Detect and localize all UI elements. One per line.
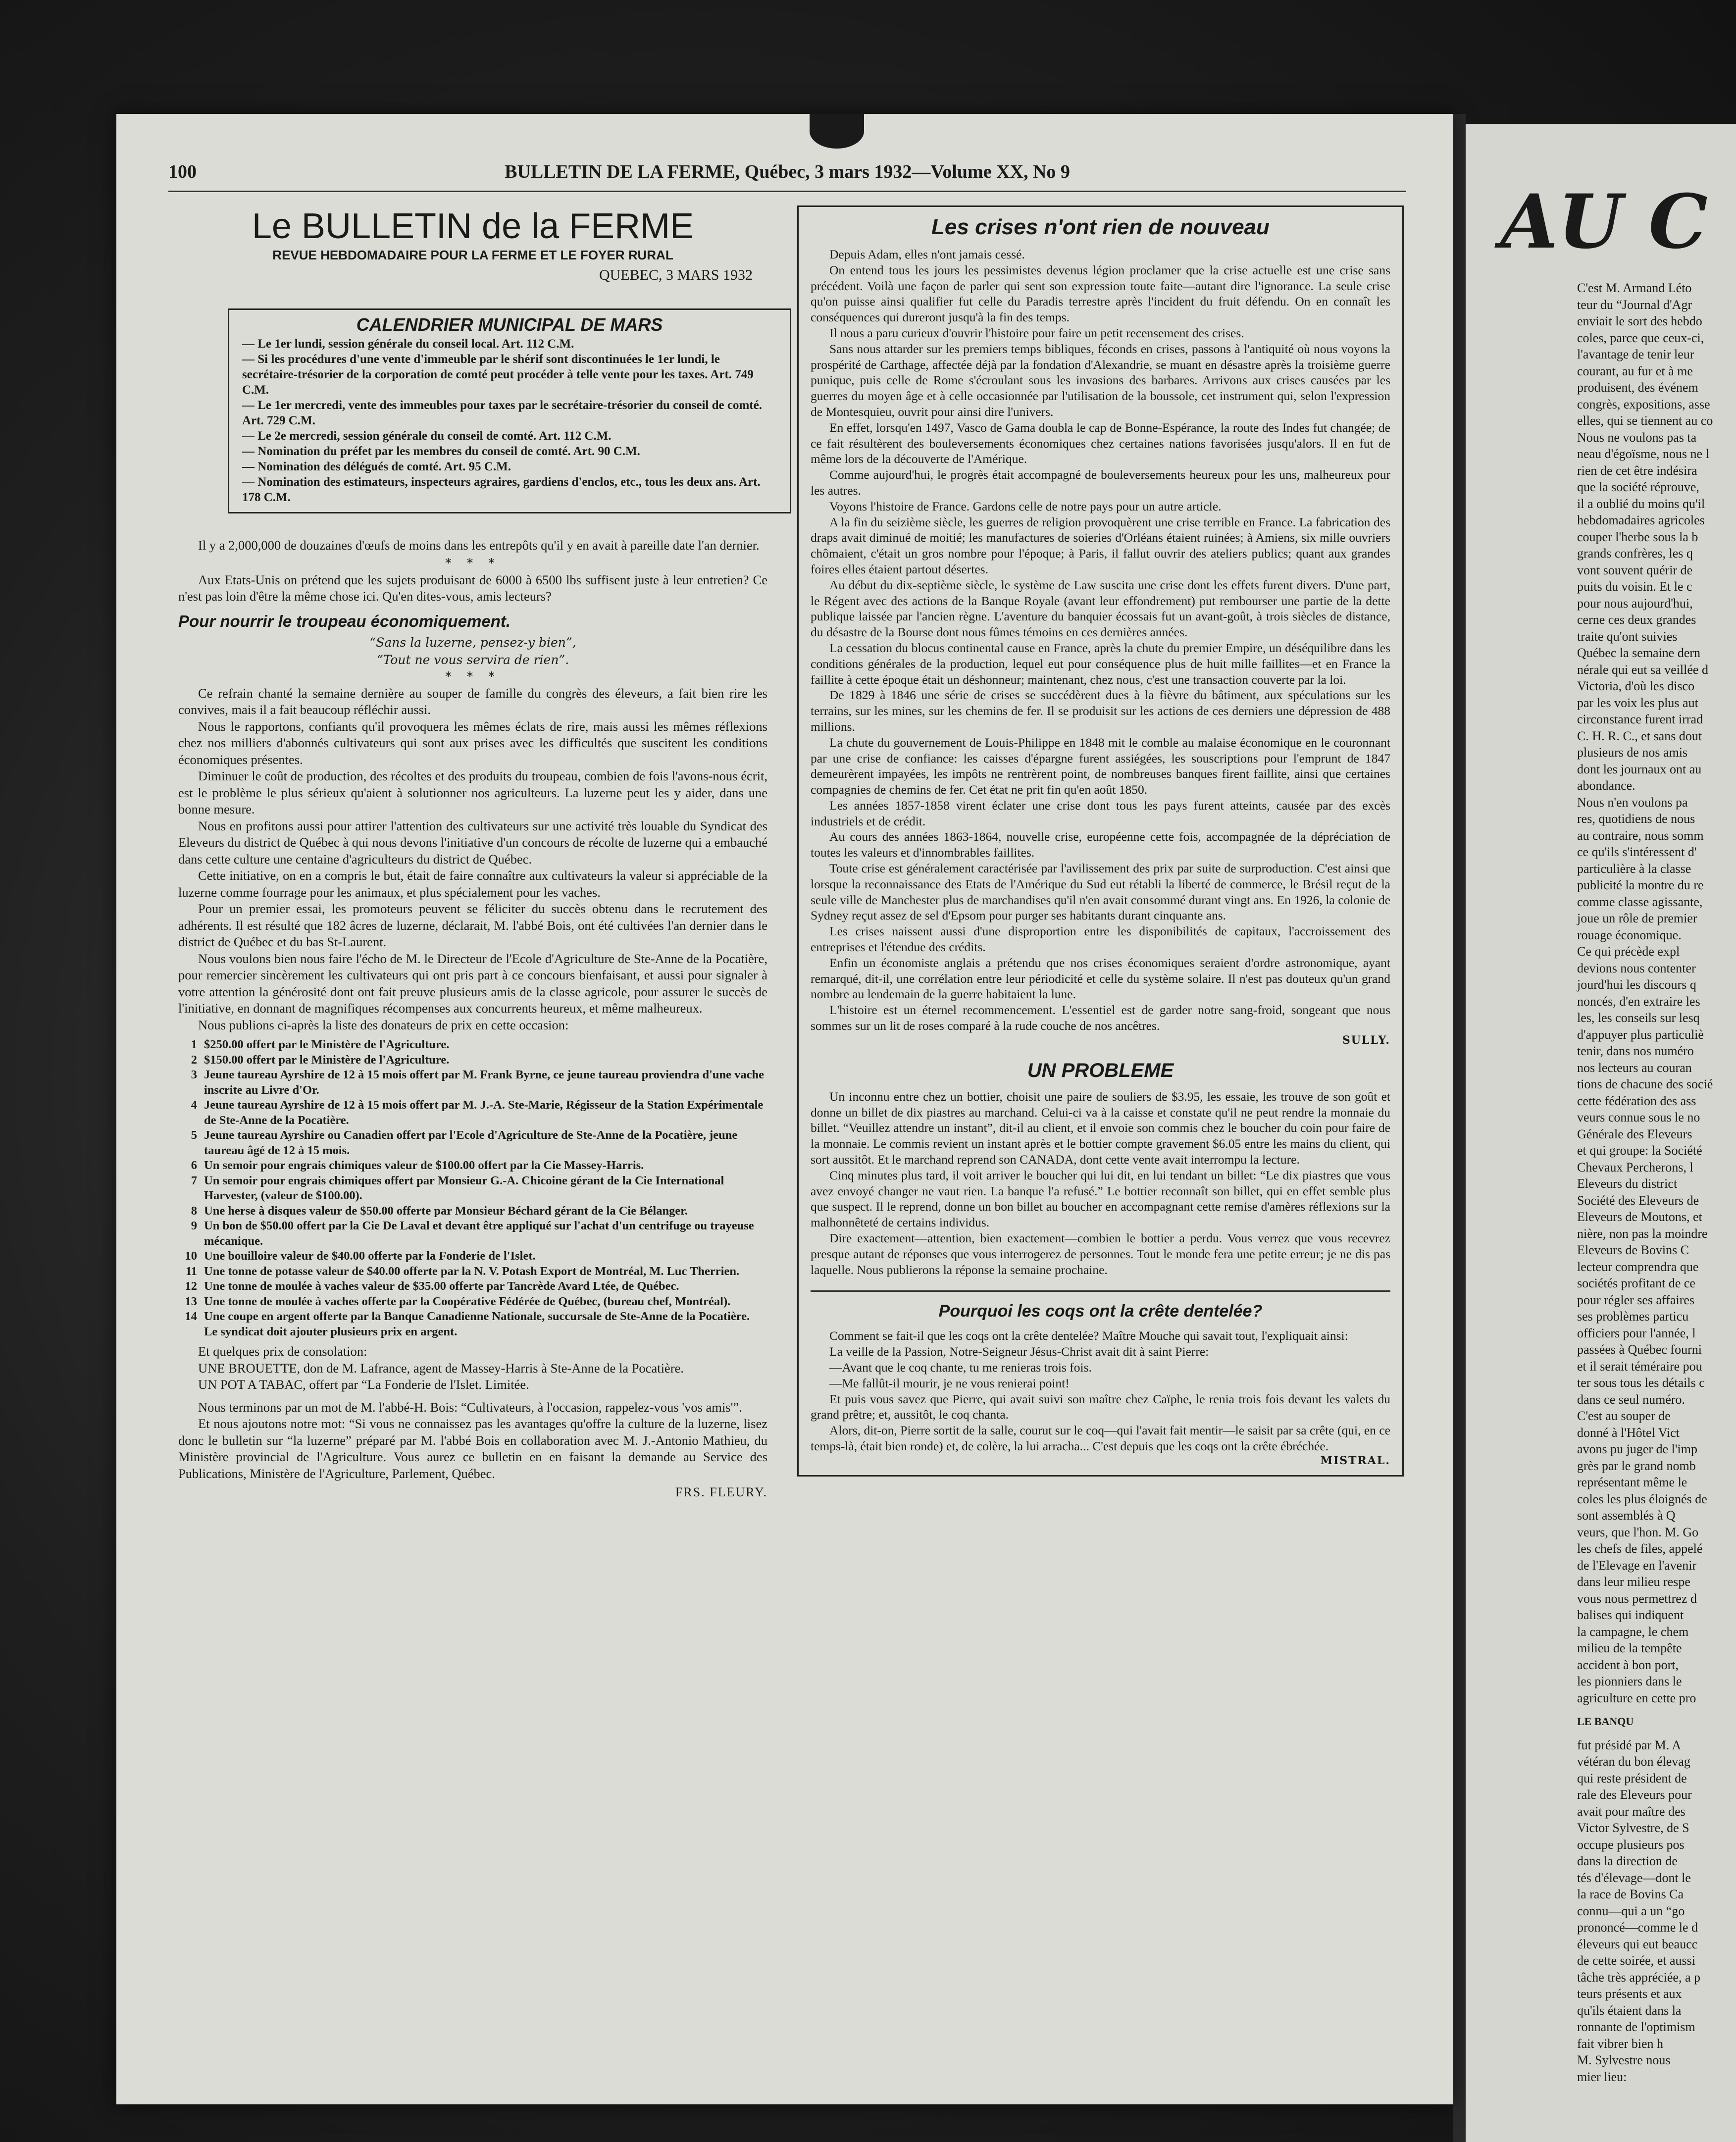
next-page-line: rale des Eleveurs pour [1577, 1787, 1692, 1802]
article-paragraph: Nous voulons bien nous faire l'écho de M. le Directeur de l'Ecole d'Agriculture de Ste-Anne de la Pocatière, pour remercier sincèrement les cultivateurs qui ont pris part à ce concours bienfaisant, et aussi pour signaler à votre attention la générosité dont ont fait preuve plusieurs amis de la classe agricole, pour assurer le succès de l'initiative, en donnant de magnifiques récompenses aux concurrents heureux, et même malheureux. [178, 951, 767, 1016]
prize-item [178, 1249, 767, 1264]
next-page-line: couper l'herbe sous la b [1577, 529, 1698, 544]
probleme-title: UN PROBLEME [1027, 1059, 1174, 1081]
article-paragraph: Pour un premier essai, les promoteurs peuvent se féliciter du succès obtenu dans le recrutement des adhérents. Il est résulté que 182 âcres de luzerne, déclarait, M. l'abbé Bois, ont été cultivées l'an dernier dans le district de Québec et du bas St-Laurent. [178, 901, 767, 949]
next-page-line: C'est M. Armand Léto [1577, 281, 1692, 295]
next-page-line: publicité la montre du re [1577, 878, 1704, 892]
next-page-line: prononcé—comme le d [1577, 1920, 1698, 1935]
next-page-line: par les voix les plus aut [1577, 695, 1698, 710]
next-page-line: de l'Elevage en l'avenir [1577, 1558, 1697, 1573]
next-page-line: Eleveurs de Bovins C [1577, 1243, 1689, 1257]
prize-number: 7 [191, 1173, 197, 1187]
next-page-line: balises qui indiquent [1577, 1608, 1684, 1622]
next-page-line: mier lieu: [1577, 2069, 1627, 2084]
prize-text: Une tonne de moulée à vaches valeur de $35.00 offerte par Tancrède Avard Ltée, de Québec. [204, 1279, 679, 1293]
next-page-line: fait vibrer bien h [1577, 2036, 1663, 2051]
next-page-line: traite qu'ont suivies [1577, 629, 1678, 644]
crises-paragraph: Au cours des années 1863-1864, nouvelle crise, européenne cette fois, accompagnée de la dépréciation de toutes les valeurs et d'innombrables faillites. [811, 829, 1390, 860]
separator: * * * [445, 669, 501, 683]
next-page-line: Ce qui précède expl [1577, 944, 1680, 959]
next-page-line: coles les plus éloignés de [1577, 1491, 1707, 1506]
next-page-line: les, les conseils sur lesq [1577, 1011, 1700, 1025]
next-page-line: Victoria, d'où les disco [1577, 679, 1695, 693]
next-page-line: représentant même le [1577, 1475, 1687, 1489]
next-page-line: devions nous contenter [1577, 961, 1696, 975]
page-damage [810, 114, 864, 149]
newspaper-page [116, 114, 1453, 2104]
crises-paragraph: Comme aujourd'hui, le progrès était accompagné de bouleversements heureux pour les uns, malheureux pour les autres. [811, 467, 1390, 498]
next-page-line: hebdomadaires agricoles [1577, 513, 1705, 527]
next-page-line: Eleveurs de Moutons, et [1577, 1210, 1702, 1224]
prize-text: $250.00 offert par le Ministère de l'Agriculture. [204, 1038, 450, 1051]
crises-paragraph: Toute crise est généralement caractérisée par l'avilissement des prix par suite de surproduction. C'est ainsi que lorsque la reconnaissance des Etats de l'Amérique du Sud eut rétabli la liberté de commerce, le Brésil reçut de la seule ville de Manchester plus de marchandises qu'il n'en avait consommé durant vingt ans. En 1926, la colonie de Sydney reçut assez de sel d'Epsom pour purger ses habitants durant cinquante ans. [811, 861, 1390, 923]
next-page-line: d'appuyer plus particuliè [1577, 1027, 1704, 1042]
calendar-box [228, 308, 791, 513]
calendar-item: — Nomination des délégués de comté. Art. 95 C.M. [242, 460, 511, 473]
coqs-signature: MISTRAL. [1320, 1454, 1390, 1467]
next-page-line: et il serait téméraire pou [1577, 1359, 1702, 1374]
motto-line: “Tout ne vous servira de rien”. [376, 652, 569, 667]
next-page-line: plusieurs de nos amis [1577, 745, 1688, 760]
prize-number: 13 [185, 1294, 197, 1308]
next-page-line: accident à bon port, [1577, 1657, 1679, 1672]
next-page-line: elles, qui se tiennent au co [1577, 413, 1713, 428]
prize-item [178, 1173, 767, 1204]
next-page-line: milieu de la tempête [1577, 1641, 1682, 1655]
running-title: BULLETIN DE LA FERME, Québec, 3 mars 1932—Volume XX, No 9 [505, 161, 1070, 182]
calendar-item: — Le 1er mercredi, vente des immeubles pour taxes par le secrétaire-trésorier du conseil de comté. Art. 729 C.M. [242, 399, 762, 427]
calendar-item: — Nomination des estimateurs, inspecteurs agraires, gardiens d'enclos, etc., tous les deux ans. Art. 178 C.M. [242, 475, 761, 504]
crises-paragraph: Les années 1857-1858 virent éclater une crise dont tous les pays furent atteints, causée par des excès industriels et de crédit. [811, 798, 1390, 828]
consolation-item: UN POT A TABAC, offert par “La Fonderie de l'Islet. Limitée. [198, 1377, 529, 1392]
next-page-line: C'est au souper de [1577, 1409, 1671, 1423]
prize-item [178, 1294, 767, 1310]
prize-item [178, 1219, 767, 1249]
article-paragraph: Diminuer le coût de production, des récoltes et des produits du troupeau, combien de fois l'avons-nous écrit, est le problème le plus sérieux qu'aient à solutionner nos agriculteurs. La luzerne peut les y aider, dans une bonne mesure. [178, 768, 767, 816]
next-page-line: M. Sylvestre nous [1577, 2053, 1671, 2067]
next-page-line: fut présidé par M. A [1577, 1737, 1682, 1752]
page-number: 100 [168, 161, 197, 182]
next-page-line: neau d'égoïsme, nous ne l [1577, 447, 1709, 461]
coqs-paragraph: Alors, dit-on, Pierre sortit de la salle, courut sur le coq—qui l'avait fait mentir—le saisit par sa crête (qui, en ce temps-là, était bien ronde) et, de colère, la lui arracha... C'est depuis que les coqs ont la crête ébréchée. [811, 1423, 1390, 1453]
next-page-line: au contraire, nous somm [1577, 828, 1704, 843]
coqs-title: Pourquoi les coqs ont la crête dentelée? [938, 1302, 1263, 1321]
coqs-paragraph: —Me fallût-il mourir, je ne vous renierai point! [829, 1376, 1070, 1390]
separator: * * * [445, 556, 501, 570]
prize-number: 11 [185, 1264, 197, 1278]
closing-paragraph: Nous terminons par un mot de M. l'abbé-H. Bois: “Cultivateurs, à l'occasion, rappelez-vous 'vos amis'”. [198, 1399, 742, 1415]
prize-number: 5 [191, 1128, 197, 1142]
next-page-line: éleveurs qui eut beaucc [1577, 1937, 1698, 1951]
next-page-line: nérale qui eut sa veillée d [1577, 662, 1708, 677]
prize-text: Une tonne de moulée à vaches offerte par la Coopérative Fédérée de Québec, (bureau chef, Montréal). [204, 1294, 731, 1308]
masthead [178, 205, 767, 284]
prize-item [178, 1264, 767, 1279]
next-page-line: dans la direction de [1577, 1854, 1678, 1868]
prize-text: Une bouilloire valeur de $40.00 offerte par la Fonderie de l'Islet. [204, 1249, 536, 1263]
section-title: Pour nourrir le troupeau économiquement. [178, 612, 511, 630]
next-page-line: cerne ces deux grandes [1577, 612, 1696, 627]
left-column [178, 205, 767, 1500]
next-page-line: teurs présents et aux [1577, 1987, 1682, 2001]
next-page-heading: LE BANQU [1577, 1715, 1634, 1728]
prize-item [178, 1068, 767, 1098]
next-page-line: nière, non pas la moindre [1577, 1226, 1708, 1241]
next-page-line: grès par le grand nomb [1577, 1458, 1696, 1473]
prize-number: 14 [185, 1310, 197, 1323]
closing-paragraph: Et nous ajoutons notre mot: “Si vous ne connaissez pas les avantages qu'offre la culture de la luzerne, lisez donc le bulletin sur “la luzerne” préparé par M. l'abbé Bois en collaboration avec M. J.-Antonio Mathieu, du Ministère provincial de l'Agriculture. Vous aurez ce bulletin en en faisant la demande au Service des Publications, Ministère de l'Agriculture, Parlement, Québec. [178, 1416, 767, 1481]
prize-text: Une herse à disques valeur de $50.00 offerte par Monsieur Béchard gérant de la Cie Bélanger. [204, 1204, 688, 1218]
next-page-line: sociétés profitant de ce [1577, 1276, 1695, 1290]
next-page-line: Victor Sylvestre, de S [1577, 1821, 1689, 1835]
next-page-line: Société des Eleveurs de [1577, 1193, 1699, 1208]
next-page-line: particulière à la classe [1577, 861, 1691, 876]
next-page-fragment [1466, 124, 1736, 2142]
note-paragraph: Il y a 2,000,000 de douzaines d'œufs de moins dans les entrepôts qu'il y en avait à pareille date l'an dernier. [198, 538, 760, 553]
next-page-line: ses problèmes particu [1577, 1309, 1689, 1324]
next-page-line: que la société réprouve, [1577, 480, 1699, 494]
crises-paragraph: Enfin un économiste anglais a prétendu que nos crises économiques seraient d'ordre astronomique, ayant remarqué, dit-il, une corrélation entre leur périodicité et celle du système solaire. Il n'est pas douteux qu'un grand nombre au lendemain de la guerre habitaient la lune. [811, 955, 1390, 1002]
prize-text: Une coupe en argent offerte par la Banque Canadienne Nationale, succursale de Ste-Anne de la Pocatière. [204, 1310, 750, 1323]
next-page-line: sont assemblés à Q [1577, 1508, 1676, 1523]
calendar-item: — Le 1er lundi, session générale du conseil local. Art. 112 C.M. [242, 337, 574, 351]
next-page-line: pour régler ses affaires [1577, 1292, 1695, 1307]
next-page-line: il a oublié du moins qu'il [1577, 496, 1705, 511]
note-paragraph: Aux Etats-Unis on prétend que les sujets produisant de 6000 à 6500 lbs suffisent juste à leur entretien? Ce n'est pas loin d'être la même chose ici. Qu'en dites-vous, amis lecteurs? [178, 572, 767, 604]
prize-item [178, 1279, 767, 1294]
probleme-paragraph: Un inconnu entre chez un bottier, choisit une paire de souliers de $3.95, les essaie, les trouve de son goût et donne un billet de dix piastres au marchand. Celui-ci va à la caisse et constate qu'il ne peut rendre la monnaie du billet. “Veuillez attendre un instant”, dit-il au client, et il envoie son commis chez le boucher du coin pour faire de la monnaie. Le commis revient un instant après et le bottier compte gravement $6.05 entre les mains du client, qui sort aussitôt. Et le marchand reprend son CANADA, dont cette vente avait interrompu la lecture. [811, 1089, 1390, 1167]
crises-paragraph: De 1829 à 1846 une série de crises se succédèrent dues à la fièvre du bâtiment, aux spéculations sur les terrains, sur les mines, sur les chemins de fer. Il se produisit sur les actions de ces derniers une dépression de 488 millions. [811, 688, 1390, 734]
next-page-title: AU C [1500, 178, 1708, 265]
crises-paragraph: Voyons l'histoire de France. Gardons celle de notre pays pour un autre article. [829, 499, 1222, 513]
next-page-line: la race de Bovins Ca [1577, 1887, 1684, 1901]
probleme-paragraph: Cinq minutes plus tard, il voit arriver le boucher qui lui dit, en lui tendant un billet: “Le dix piastres que vous avez envoyé changer ne vaut rien. La banque l'a refusé.” Le bottier reconnaît son billet, qui en effet semble plus que suspect. Il le reprend, donne un bon billet au boucher en accompagnant cette remise d'amères réflexions sur la malhonnêteté de certains individus. [811, 1168, 1390, 1230]
masthead-subtitle: REVUE HEBDOMADAIRE POUR LA FERME ET LE FOYER RURAL [272, 248, 673, 262]
next-page-line: teur du “Journal d'Agr [1577, 297, 1692, 312]
prize-item [178, 1098, 767, 1128]
next-page-line: Chevaux Percherons, l [1577, 1160, 1693, 1174]
prize-note: Le syndicat doit ajouter plusieurs prix en argent. [204, 1325, 458, 1338]
next-page-line: Nous ne voulons pas ta [1577, 430, 1697, 445]
prize-text: $150.00 offert par le Ministère de l'Agriculture. [204, 1053, 450, 1067]
article-paragraph: Nous en profitons aussi pour attirer l'attention des cultivateurs sur une activité très louable du Syndicat des Eleveurs du district de Québec à qui nous devons l'initiative d'un concours de récolte de luzerne qui a embauché dans cette culture une centaine d'agriculteurs du district de Québec. [178, 818, 767, 867]
crises-signature: SULLY. [1342, 1033, 1390, 1047]
prize-item [178, 1128, 767, 1158]
consolation-intro: Et quelques prix de consolation: [198, 1344, 367, 1359]
next-page-line: enviait le sort des hebdo [1577, 314, 1702, 328]
crises-article [797, 205, 1404, 1477]
next-page-line: C. H. R. C., et sans dout [1577, 728, 1702, 743]
next-page-line: produisent, des événem [1577, 380, 1698, 395]
next-page-line: donné à l'Hôtel Vict [1577, 1425, 1680, 1440]
next-page-line: ter sous tous les détails c [1577, 1376, 1705, 1390]
section-divider [811, 1290, 1390, 1292]
next-page-line: avait pour maître des [1577, 1804, 1685, 1819]
next-page-line: Québec la semaine dern [1577, 646, 1701, 660]
calendar-item: — Si les procédures d'une vente d'immeuble par le shérif sont discontinuées le 1er lundi, le secrétaire-trésorier de la corporation de comté peut procéder à telle vente pour les taxes. Art. 749 C.M. [242, 353, 754, 397]
next-page-line: qui reste président de [1577, 1771, 1687, 1785]
next-page-text [1577, 280, 1736, 2085]
motto-line: “Sans la luzerne, pensez-y bien”, [369, 635, 576, 650]
crises-title: Les crises n'ont rien de nouveau [931, 215, 1270, 239]
article-paragraph: Nous le rapportons, confiants qu'il provoquera les mêmes éclats de rire, mais aussi les mêmes réflexions chez nos milliers d'abonnés cultivateurs qui sont aux prises avec les difficultés que suscitent les conditions économiques présentes. [178, 718, 767, 767]
next-page-line: comme classe agissante, [1577, 894, 1703, 909]
next-page-line: congrès, expositions, asse [1577, 397, 1710, 411]
next-page-line: ce qu'ils s'intéressent d' [1577, 845, 1697, 859]
prize-list [178, 1037, 767, 1339]
next-page-line: Générale des Eleveurs [1577, 1126, 1692, 1141]
next-page-line: et qui groupe: la Société [1577, 1143, 1702, 1158]
masthead-date: QUEBEC, 3 MARS 1932 [599, 267, 753, 283]
next-page-line: vont souvent quérir de [1577, 562, 1693, 577]
prize-number: 8 [191, 1204, 197, 1218]
article-paragraph: Nous publions ci-après la liste des donateurs de prix en cette occasion: [198, 1017, 569, 1032]
next-page-line: puits du voisin. Et le c [1577, 579, 1692, 594]
prize-text: Une tonne de potasse valeur de $40.00 offerte par la N. V. Potash Export de Montréal, M. Luc Therrien. [204, 1264, 740, 1278]
prize-text: Un bon de $50.00 offert par la Cie De Laval et devant être appliqué sur l'achat d'un centrifuge ou trayeuse mécanique. [204, 1219, 754, 1248]
next-page-line: ronnante de l'optimism [1577, 2020, 1695, 2034]
crises-paragraph: Les crises naissent aussi d'une disproportion entre les disponibilités de capitaux, l'accroissement des entreprises et l'étendue des crédits. [811, 924, 1390, 955]
next-page-line: dans leur milieu respe [1577, 1575, 1690, 1589]
next-page-line: circonstance furent irrad [1577, 712, 1703, 726]
next-page-line: jourd'hui les discours q [1577, 977, 1696, 992]
next-page-line: officiers pour l'année, l [1577, 1326, 1696, 1340]
probleme-paragraph: Dire exactement—attention, bien exactement—combien le bottier a perdu. Vous verrez que vous recevrez presque autant de réponses que vous interrogerez de personnes. Tout le monde fera une petite erreur; je ne dis pas laquelle. Nous publierons la réponse la semaine prochaine. [811, 1231, 1390, 1277]
next-page-line: dont les journaux ont au [1577, 762, 1702, 776]
prize-text: Jeune taureau Ayrshire ou Canadien offert par l'Ecole d'Agriculture de Ste-Anne de la Pocatière, jeune taureau âgé de 12 à 15 mois. [204, 1128, 738, 1157]
next-page-line: passées à Québec fourni [1577, 1342, 1702, 1357]
next-page-line: lecteur comprendra que [1577, 1259, 1699, 1274]
next-page-line: tâche très appréciée, a p [1577, 1970, 1701, 1985]
next-page-line: vous nous permettrez d [1577, 1591, 1697, 1606]
prize-number: 9 [191, 1219, 197, 1232]
next-page-line: occupe plusieurs pos [1577, 1837, 1685, 1852]
next-page-line: qu'ils étaient dans la [1577, 2003, 1682, 2018]
next-page-line: tenir, dans nos numéro [1577, 1044, 1694, 1058]
crises-paragraph: Sans nous attarder sur les premiers temps bibliques, féconds en crises, passons à l'antiquité où nous voyons la prospérité de Carthage, affectée déjà par la fondation d'Alexandrie, se muant en désastre après la troisième guerre punique, puis celle de Rome s'écroulant sous les invasions des barbares. Arrivons aux crises causées par les guerres du moyen âge et à celle occasionnée par l'utilisation de la boussole, cet instrument qui, selon l'expression de Montesquieu, ouvrit pour ainsi dire l'univers. [811, 341, 1390, 419]
crises-paragraph: La cessation du blocus continental cause en France, après la chute du premier Empire, un déséquilibre dans les conditions générales de la production, lequel eut pour conséquence plus de huit mille faillites—et en France la faillite à cette époque était un déshonneur; maintenant, chez nous, c'est une transaction couverte par la loi. [811, 640, 1390, 687]
crises-paragraph: En effet, lorsqu'en 1497, Vasco de Gama doubla le cap de Bonne-Espérance, la route des Indes fut changée; de ce fait résultèrent des bouleversements économiques chez certaines nations favorisées jusqu'alors. Il en fut de même lors de la découverte de l'Amérique. [811, 420, 1390, 466]
next-page-line: de cette soirée, et aussi [1577, 1953, 1695, 1968]
next-page-line: les pionniers dans le [1577, 1674, 1682, 1688]
next-page-line: tés d'élevage—dont le [1577, 1870, 1691, 1885]
prize-number: 3 [191, 1068, 197, 1081]
next-page-line: rien de cet être indésira [1577, 463, 1697, 478]
prize-text: Jeune taureau Ayrshire de 12 à 15 mois offert par M. Frank Byrne, ce jeune taureau proviendra d'une vache inscrite au Livre d'Or. [204, 1068, 765, 1097]
calendar-title: CALENDRIER MUNICIPAL DE MARS [356, 314, 663, 335]
prize-item [178, 1309, 767, 1325]
next-page-line: abondance. [1577, 778, 1635, 793]
next-page-line: avons pu juger de l'imp [1577, 1442, 1697, 1456]
right-column [797, 205, 1404, 1477]
next-page-line: agriculture en cette pro [1577, 1690, 1696, 1705]
coqs-paragraph: La veille de la Passion, Notre-Seigneur Jésus-Christ avait dit à saint Pierre: [829, 1344, 1209, 1359]
next-page-line: connu—qui a un “go [1577, 1903, 1685, 1918]
page-gutter [1453, 114, 1466, 2142]
article-paragraph: Ce refrain chanté la semaine dernière au souper de famille du congrès des éleveurs, a fait bien rire les convives, mais il a fait beaucoup réfléchir aussi. [178, 685, 767, 717]
prize-number: 6 [191, 1159, 197, 1172]
coqs-paragraph: Comment se fait-il que les coqs ont la crête dentelée? Maître Mouche qui savait tout, l'expliquait ainsi: [829, 1328, 1348, 1343]
next-page-line: noncés, d'en extraire les [1577, 994, 1700, 1009]
next-page-line: courant, au fur et à me [1577, 363, 1693, 378]
prize-text: Un semoir pour engrais chimiques valeur de $100.00 offert par la Cie Massey-Harris. [204, 1159, 644, 1172]
next-page-line: pour nous aujourd'hui, [1577, 596, 1693, 611]
prize-item [178, 1053, 767, 1068]
next-page-line: coles, parce que ceux-ci, [1577, 330, 1704, 345]
prize-number: 4 [191, 1098, 197, 1112]
running-head [168, 161, 1406, 192]
crises-paragraph: L'histoire est un éternel recommencement. L'essentiel est de garder notre sang-froid, songeant que nous sommes sur un lit de roses comparé à la rude couche de nos ancêtres. [811, 1003, 1390, 1033]
next-page-line: rouage économique. [1577, 927, 1682, 942]
coqs-paragraph: —Avant que le coq chante, tu me renieras trois fois. [829, 1360, 1092, 1375]
crises-paragraph: La chute du gouvernement de Louis-Philippe en 1848 mit le comble au malaise économique en le couronnant par une crise de confiance: les caisses d'épargne furent assiégées, les souscriptions pour l'emprunt de 1847 demeurèrent impayées, les impôts ne rentrèrent point, de nombreuses banques firent faillite, ainsi que certaines compagnies de chemins de fer. Cet état ne prit fin qu'en août 1850. [811, 735, 1390, 797]
prize-item [178, 1037, 767, 1053]
calendar-item: — Le 2e mercredi, session générale du conseil de comté. Art. 112 C.M. [242, 429, 612, 443]
next-page-line: grands confrères, les q [1577, 546, 1693, 561]
prize-text: Jeune taureau Ayrshire de 12 à 15 mois offert par M. J.-A. Ste-Marie, Régisseur de la Station Expérimentale de Ste-Anne de la Pocatière. [204, 1098, 764, 1127]
next-page-line: Eleveurs du district [1577, 1176, 1678, 1191]
prize-number: 12 [185, 1279, 197, 1293]
crises-paragraph: Depuis Adam, elles n'ont jamais cessé. [829, 247, 1025, 261]
coqs-paragraph: Et puis vous savez que Pierre, qui avait suivi son maître chez Caïphe, le renia trois fois devant les valets du grand prêtre; et, aussitôt, le coq chanta. [811, 1391, 1390, 1422]
next-page-line: cette fédération des ass [1577, 1093, 1696, 1108]
next-page-line: dans ce seul numéro. [1577, 1392, 1685, 1407]
author-signature: FRS. FLEURY. [675, 1485, 767, 1499]
prize-number: 2 [191, 1053, 197, 1067]
next-page-line: res, quotidiens de nous [1577, 812, 1695, 826]
prize-item [178, 1204, 767, 1219]
crises-paragraph: On entend tous les jours les pessimistes devenus légion proclamer que la crise actuelle est une crise sans précédent. Voilà une façon de parler qui sent son expression toute faite—autant dire l'ignorance. La seule crise qu'on puisse ainsi qualifier fut celle du Paradis terrestre après l'incident du fruit défendu. On en connaît les conséquences qui dureront jusqu'à la fin des temps. [811, 262, 1390, 325]
next-page-line: l'avantage de tenir leur [1577, 347, 1694, 361]
next-page-line: la campagne, le chem [1577, 1624, 1689, 1639]
next-page-line: veurs connue sous le no [1577, 1110, 1700, 1124]
next-page-line: veurs, que l'hon. M. Go [1577, 1525, 1699, 1539]
prize-text: Un semoir pour engrais chimiques offert par Monsieur G.-A. Chicoine gérant de la Cie International Harvester, (valeur de $100.00). [204, 1173, 724, 1202]
next-page-line: joue un rôle de premier [1577, 911, 1697, 925]
masthead-title: Le BULLETIN de la FERME [252, 206, 694, 246]
next-page-line: les chefs de files, appelé [1577, 1541, 1703, 1556]
article-paragraph: Cette initiative, on en a compris le but, était de faire connaître aux cultivateurs la valeur si appréciable de la luzerne comme fourrage pour les animaux, et plus spécialement pour les vaches. [178, 868, 767, 900]
calendar-item: — Nomination du préfet par les membres du conseil de comté. Art. 90 C.M. [242, 445, 640, 458]
crises-paragraph: Il nous a paru curieux d'ouvrir l'histoire pour faire un petit recensement des crises. [829, 325, 1244, 340]
crises-paragraph: Au début du dix-septième siècle, le système de Law suscita une crise dont les effets furent divers. D'une part, le Régent avec des actions de la Banque Royale (avant leur effondrement) put rembourser une partie de la dette publique laissée par l'ancien règne. L'aventure du banquier écossais fut un avant-goût, à trois siècles de distance, du désastre de la Bourse dont nous fûmes témoins en ces dernières années. [811, 577, 1390, 640]
crises-paragraph: A la fin du seizième siècle, les guerres de religion provoquèrent une crise terrible en France. La fabrication des draps avait diminué de moitié; les manufactures de soieries d'Orléans étaient ruinées; à Amiens, six mille ouvriers chômaient, c'était un gros nombre pour l'époque; à Paris, il fallut ouvrir des ateliers publics; quant aux grandes foires elles étaient partout désertes. [811, 514, 1390, 576]
consolation-item: UNE BROUETTE, don de M. Lafrance, agent de Massey-Harris à Ste-Anne de la Pocatière. [198, 1360, 684, 1376]
next-page-line: vétéran du bon élevag [1577, 1754, 1690, 1769]
prize-item [178, 1158, 767, 1173]
prize-number: 10 [185, 1249, 197, 1263]
next-page-line: Nous n'en voulons pa [1577, 795, 1688, 810]
next-page-line: tions de chacune des socié [1577, 1077, 1713, 1091]
next-page-line: nos lecteurs au couran [1577, 1060, 1692, 1075]
prize-number: 1 [191, 1038, 197, 1051]
